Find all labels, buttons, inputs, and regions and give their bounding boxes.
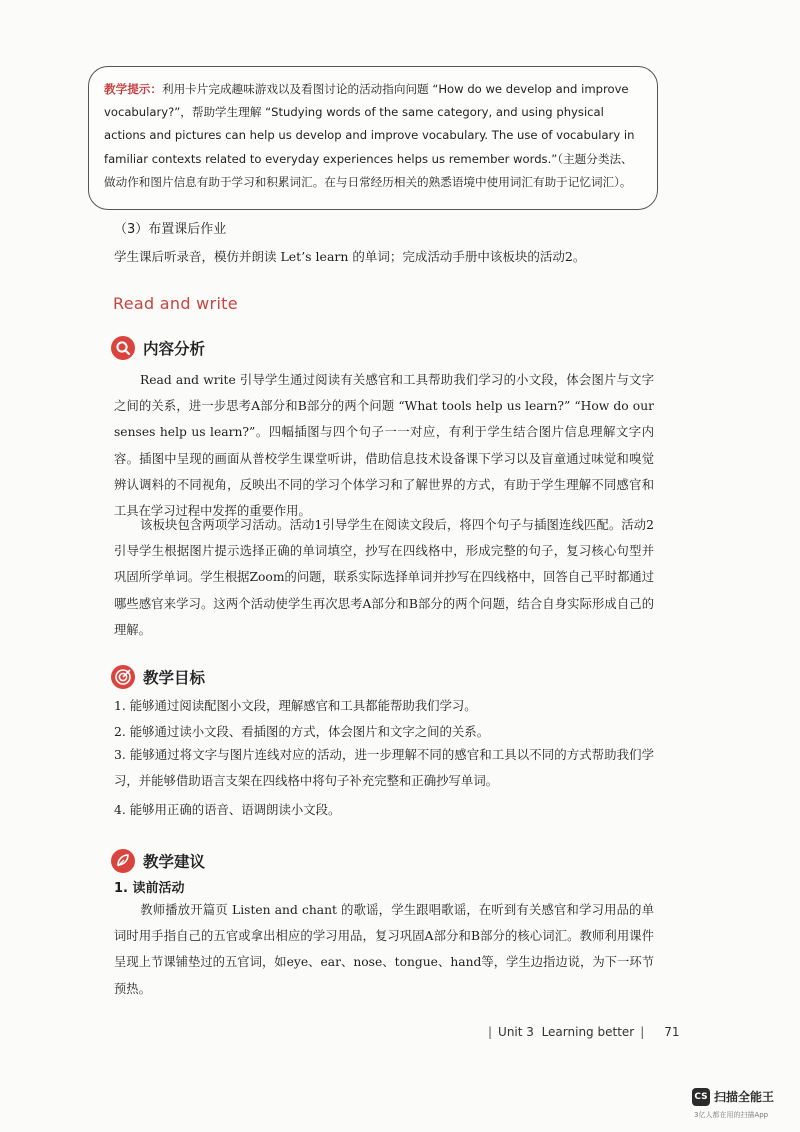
footer-title: Learning better — [541, 1025, 635, 1039]
teaching-goal-item: 3. 能够通过将文字与图片连线对应的活动，进一步理解不同的感官和工具以不同的方式帮助我们学习，并能够借助语言支架在四线格中将句子补充完整和正确抄写单词。 — [114, 747, 654, 788]
teaching-goal-item: 4. 能够用正确的语音、语调朗读小文段。 — [114, 802, 341, 817]
teaching-tip-body: 利用卡片完成趣味游戏以及看图讨论的活动指向问题 “How do we develop and improve vocabulary?”，帮助学生理解 “Studying words of the same category, and using physical actions and pictures can help us develop and improve vocabulary. The use of vocabulary in familiar contexts related to everyday experiences helps us remember words.”（主题分类法、做动作和图片信息有助于学习和积累词汇。在与日常经历相关的熟悉语境中使用词汇有助于记忆词汇）。 — [104, 82, 635, 189]
teaching-tip-label: 教学提示： — [104, 82, 162, 96]
pre-reading-paragraph: 教师播放开篇页 Listen and chant 的歌谣，学生跟唱歌谣，在听到有关感官和学习用品的单词时用手指自己的五官或拿出相应的学习用品，复习巩固A部分和B部分的核心词汇。教师利用课件呈现上节课铺垫过的五官词，如eye、ear、nose、tongue、hand等，学生边指边说，为下一环节预热。 — [114, 903, 654, 996]
page-footer: | Unit 3 Learning better | 71 — [488, 1025, 680, 1039]
content-analysis-paragraph-1: Read and write 引导学生通过阅读有关感官和工具帮助我们学习的小文段，体会图片与文字之间的关系，进一步思考A部分和B部分的两个问题 “What tools help us learn?” “How do our senses help us learn?”。四幅插图与四个句子一一对应，有利于学生结合图片信息理解文字内容。插图中呈现的画面从普校学生课堂听讲，借助信息技术设备课下学习以及盲童通过味觉和嗅觉辨认调料的不同视角，反映出不同的学习个体学习和了解世界的方式，有助于学生理解不同感官和工具在学习过程中发挥的重要作用。 — [114, 373, 654, 519]
page-number: 71 — [664, 1025, 680, 1039]
teaching-tip-text — [104, 78, 644, 194]
teaching-goals-header — [111, 665, 205, 689]
teaching-goal-item: 1. 能够通过阅读配图小文段，理解感官和工具都能帮助我们学习。 — [114, 698, 477, 713]
teaching-suggestions-header — [111, 849, 205, 873]
teaching-suggestions-heading: 教学建议 — [143, 853, 206, 871]
teaching-goal-item: 2. 能够通过读小文段、看插图的方式，体会图片和文字之间的关系。 — [114, 724, 490, 739]
target-icon — [111, 665, 135, 689]
scanner-logo: CS — [692, 1088, 710, 1106]
teaching-goals-heading: 教学目标 — [143, 669, 206, 687]
content-analysis-header — [111, 336, 205, 360]
scanner-tagline: 3亿人都在用的扫描App — [694, 1111, 769, 1119]
magnifier-icon — [111, 336, 135, 360]
pre-reading-subheading: 1. 读前活动 — [114, 881, 185, 896]
section-title: Read and write — [113, 294, 238, 313]
content-analysis-heading: 内容分析 — [143, 340, 206, 358]
leaf-icon — [111, 849, 135, 873]
homework-title: （3）布置课后作业 — [114, 222, 227, 237]
footer-unit: Unit 3 — [498, 1025, 534, 1039]
content-analysis-paragraph-2: 该板块包含两项学习活动。活动1引导学生在阅读文段后，将四个句子与插图连线匹配。活动2引导学生根据图片提示选择正确的单词填空，抄写在四线格中，形成完整的句子，复习核心句型并巩固所学单词。学生根据Zoom的问题，联系实际选择单词并抄写在四线格中，回答自己平时都通过哪些感官来学习。这两个活动使学生再次思考A部分和B部分的两个问题，结合自身实际形成自己的理解。 — [114, 518, 654, 637]
homework-body: 学生课后听录音，模仿并朗读 Let’s learn 的单词；完成活动手册中该板块的活动2。 — [114, 249, 586, 264]
scanner-name: 扫描全能王 — [714, 1090, 775, 1104]
